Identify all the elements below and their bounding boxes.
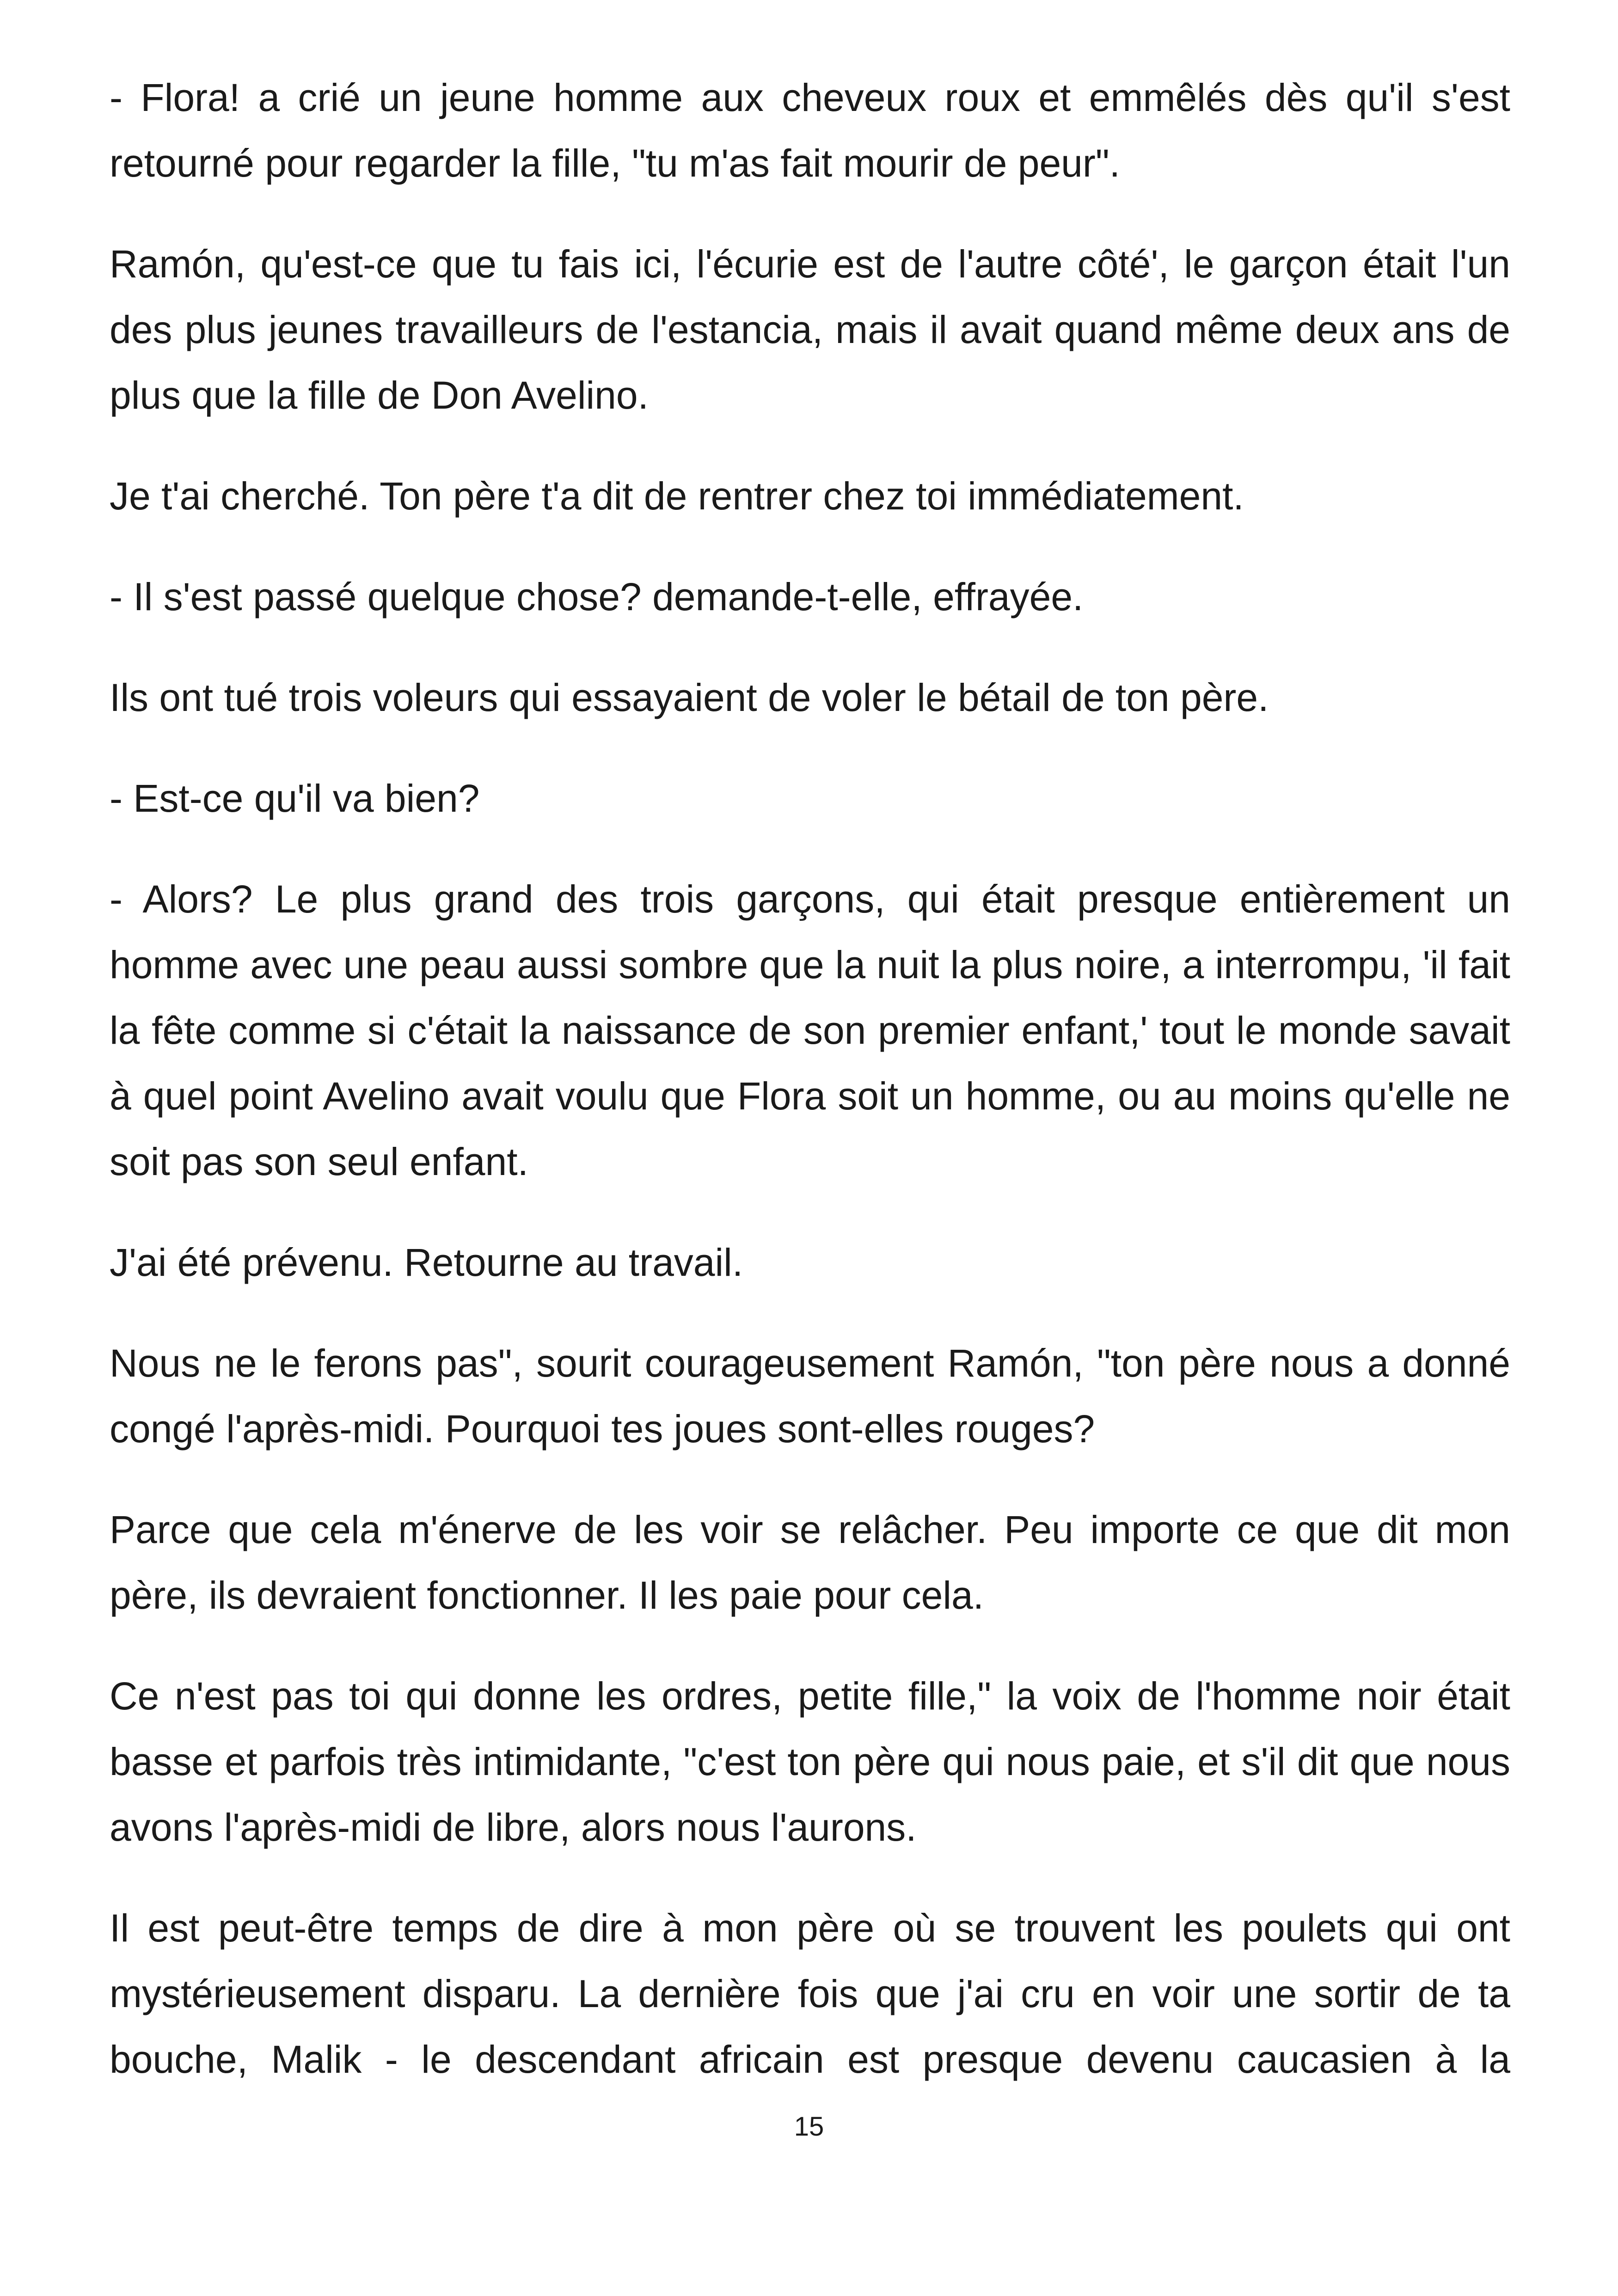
paragraph-9: Nous ne le ferons pas", sourit courageusement Ramón, "ton père nous a donné congé l'après-midi. Pourquoi tes joues sont-elles rouges?	[110, 1341, 1510, 1451]
paragraph-4: - Il s'est passé quelque chose? demande-t-elle, effrayée.	[110, 575, 1084, 618]
paragraph-6: - Est-ce qu'il va bien?	[110, 777, 480, 820]
paragraph-7: - Alors? Le plus grand des trois garçons, qui était presque entièrement un homme avec une peau aussi sombre que la nuit la plus noire, a interrompu, 'il fait la fête comme si c'était la naissance de son premier enfant,' tout le monde savait à quel point Avelino avait voulu que Flora soit un homme, ou au moins qu'elle ne soit pas son seul enfant.	[110, 877, 1510, 1183]
paragraph-11: Ce n'est pas toi qui donne les ordres, petite fille," la voix de l'homme noir était basse et parfois très intimidante, "c'est ton père qui nous paie, et s'il dit que nous avons l'après-midi de libre, alors nous l'aurons.	[110, 1674, 1510, 1849]
paragraph-1: - Flora! a crié un jeune homme aux cheveux roux et emmêlés dès qu'il s'est retourné pour regarder la fille, "tu m'as fait mourir de peur".	[110, 76, 1510, 185]
paragraph-2: Ramón, qu'est-ce que tu fais ici, l'écurie est de l'autre côté', le garçon était l'un des plus jeunes travailleurs de l'estancia, mais il avait quand même deux ans de plus que la fille de Don Avelino.	[110, 242, 1510, 417]
paragraph-8: J'ai été prévenu. Retourne au travail.	[110, 1241, 743, 1284]
paragraph-3: Je t'ai cherché. Ton père t'a dit de rentrer chez toi immédiatement.	[110, 474, 1244, 518]
paragraph-5: Ils ont tué trois voleurs qui essayaient de voler le bétail de ton père.	[110, 676, 1269, 719]
paragraph-10: Parce que cela m'énerve de les voir se relâcher. Peu importe ce que dit mon père, ils devraient fonctionner. Il les paie pour cela.	[110, 1508, 1510, 1617]
paragraph-12: Il est peut-être temps de dire à mon père où se trouvent les poulets qui ont mystérieusement disparu. La dernière fois que j'ai cru en voir une sortir de ta bouche, Malik - le descendant africain est presque devenu caucasien à la	[110, 1906, 1510, 2081]
page-number: 15	[794, 2112, 824, 2142]
body-text	[110, 65, 1510, 2092]
